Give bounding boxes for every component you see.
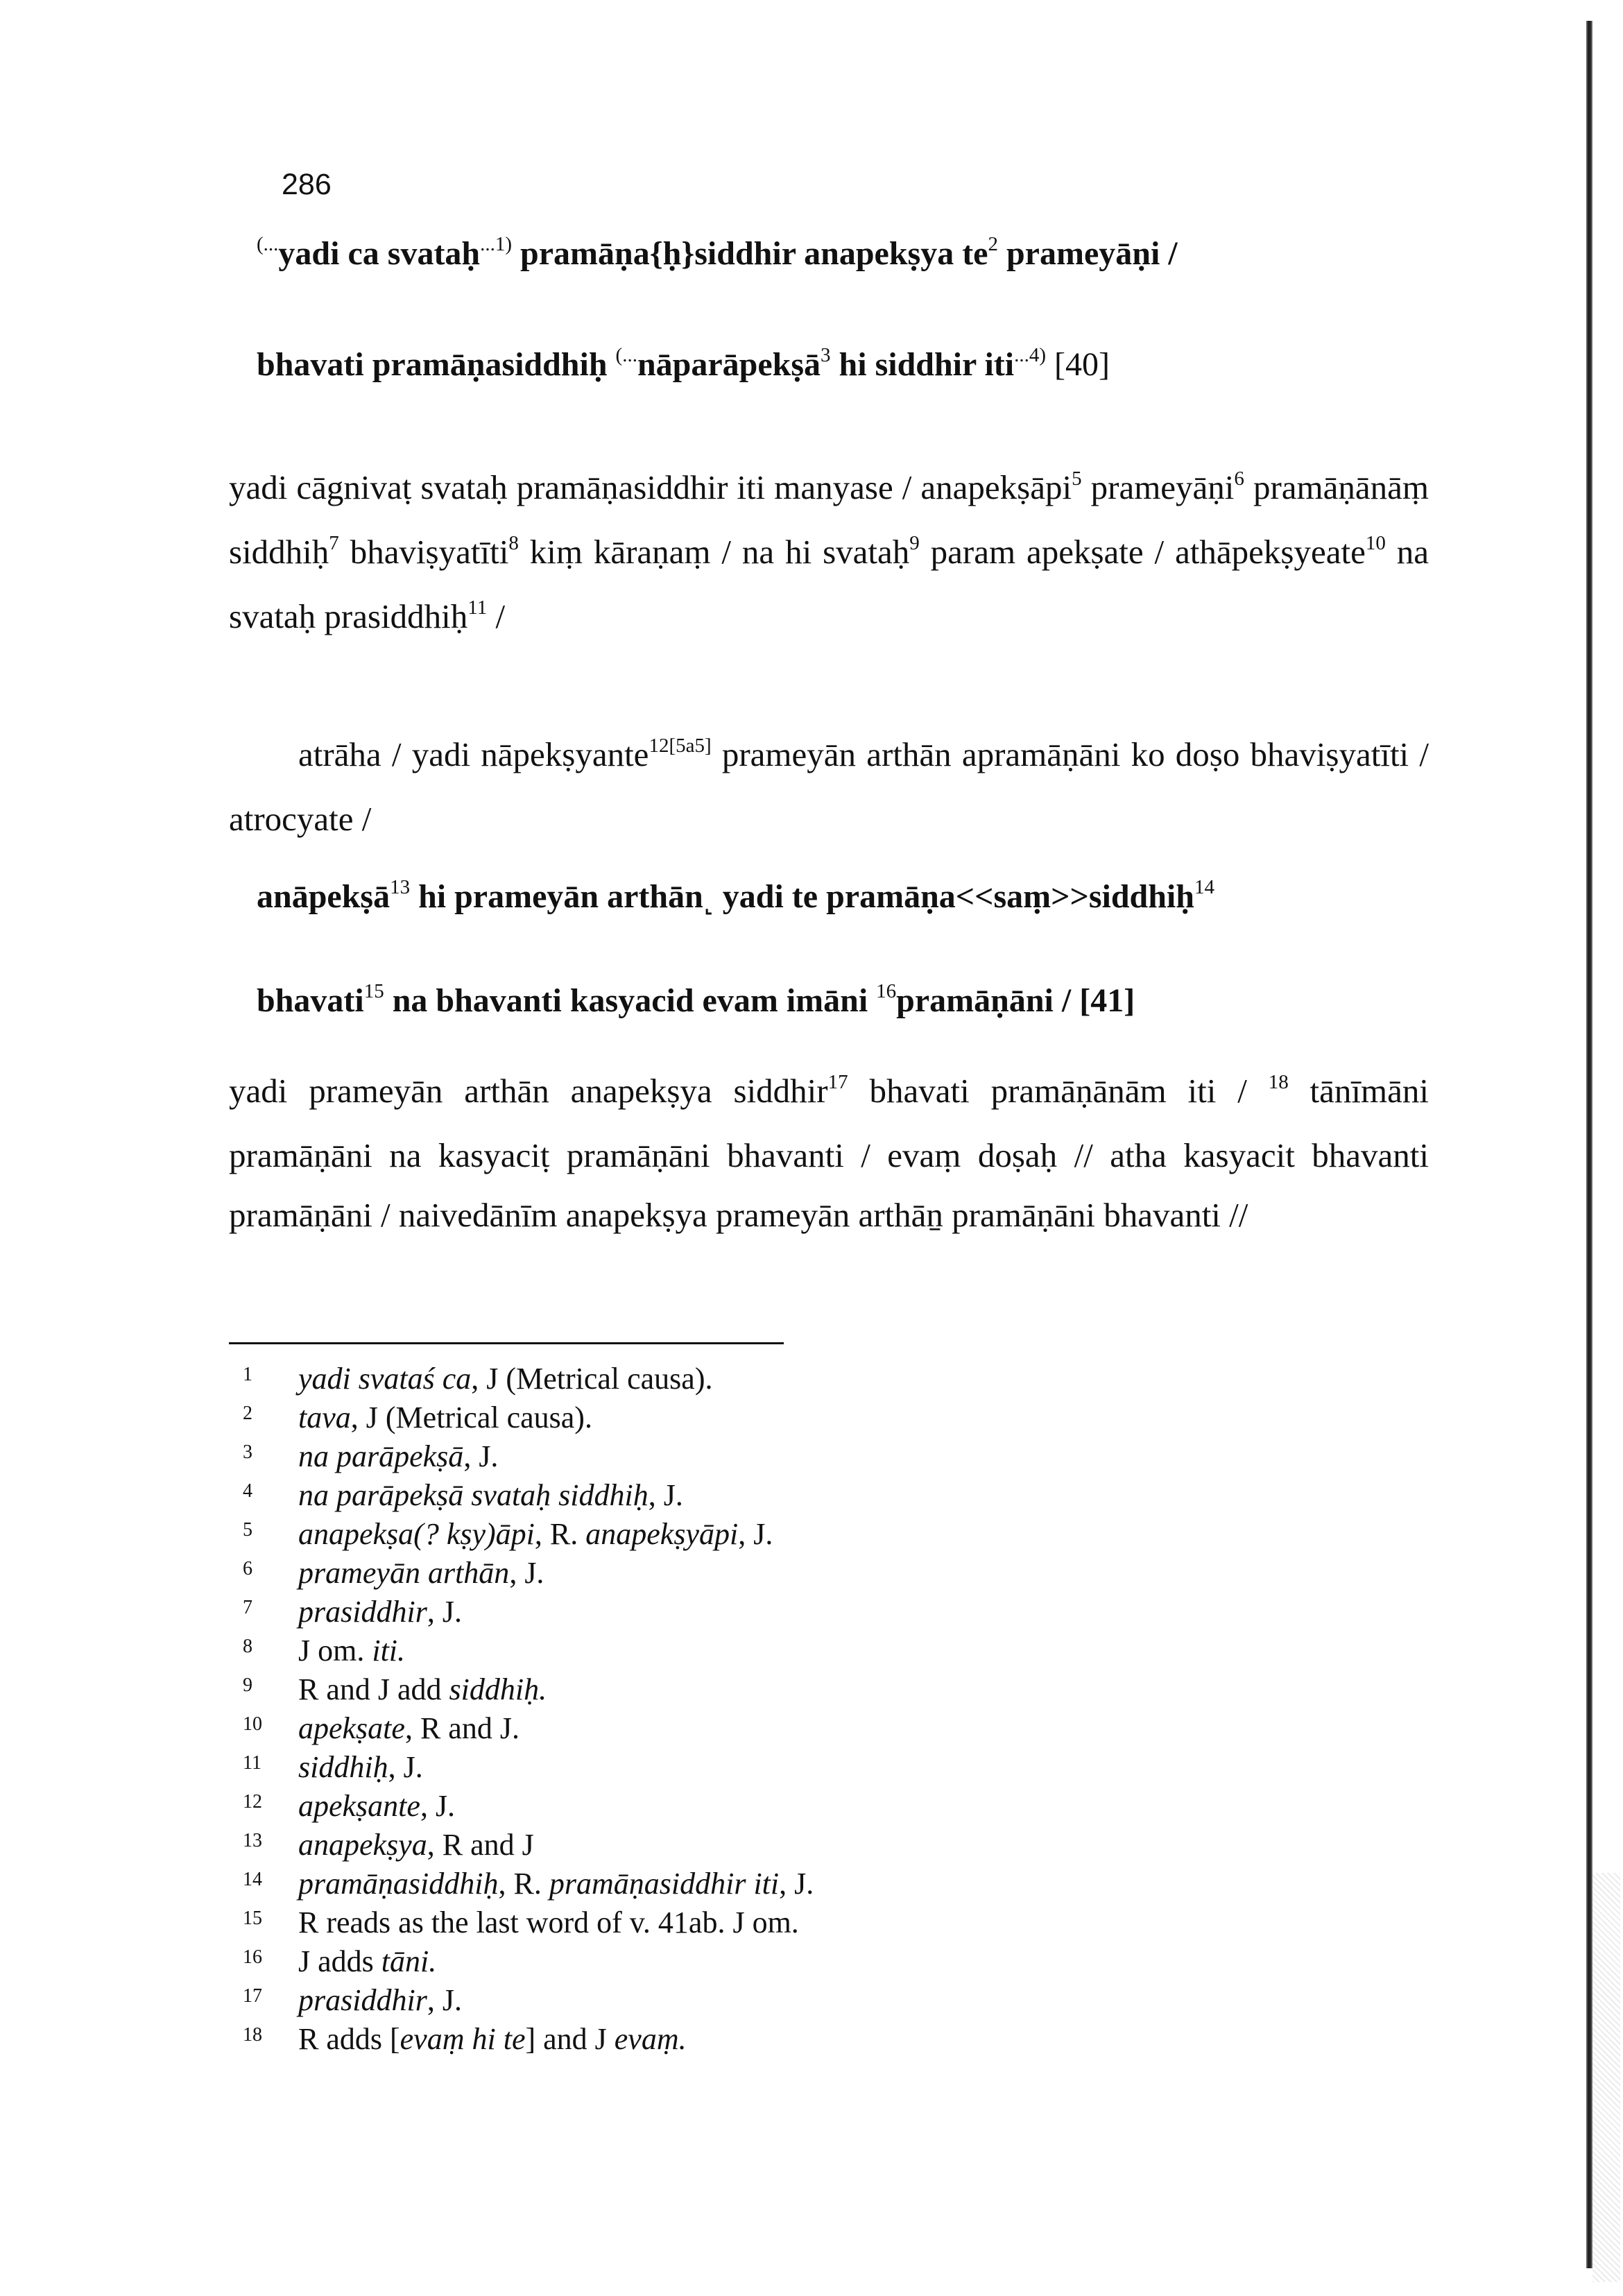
footnote-item bbox=[243, 1437, 1214, 1476]
footnote-text bbox=[298, 1398, 592, 1437]
verse-text: prameyāṇi / bbox=[997, 235, 1178, 272]
footnote-text bbox=[298, 1554, 544, 1593]
footnote-ref[interactable]: 16 bbox=[876, 980, 897, 1002]
footnote-ref[interactable]: 12 bbox=[649, 735, 669, 757]
footnote-divider bbox=[229, 1342, 784, 1344]
footnote-text bbox=[298, 1670, 547, 1709]
footnote-plain: R adds [ bbox=[298, 2022, 400, 2056]
footnote-ref[interactable]: 13 bbox=[390, 876, 411, 898]
footnote-plain: , J. bbox=[463, 1439, 499, 1473]
verse-number: [40] bbox=[1046, 346, 1110, 383]
footnote-ref[interactable]: 2 bbox=[988, 233, 998, 255]
footnote-italic: evaṃ. bbox=[614, 2022, 687, 2056]
verse-text: bhavati bbox=[257, 982, 364, 1019]
footnote-plain: , J (Metrical causa). bbox=[471, 1362, 713, 1396]
footnote-number: 8 bbox=[243, 1636, 252, 1657]
verse-40-line-1 bbox=[257, 234, 1450, 273]
footnote-item bbox=[243, 1903, 1214, 1942]
footnote-plain: , R. bbox=[534, 1517, 586, 1551]
footnote-list bbox=[243, 1360, 1214, 2059]
footnote-text bbox=[298, 2020, 687, 2059]
footnote-number: 7 bbox=[243, 1597, 252, 1618]
footnote-text bbox=[298, 1631, 405, 1670]
footnote-ref[interactable]: 3 bbox=[821, 344, 831, 366]
footnote-number: 10 bbox=[243, 1713, 262, 1735]
footnote-item bbox=[243, 1981, 1214, 2020]
footnote-text bbox=[298, 1593, 462, 1631]
footnote-number: 13 bbox=[243, 1830, 262, 1851]
footnote-item bbox=[243, 1942, 1214, 1981]
footnote-item bbox=[243, 1593, 1214, 1631]
footnote-text bbox=[298, 1748, 423, 1787]
footnote-number: 6 bbox=[243, 1558, 252, 1579]
footnote-italic: siddhiḥ. bbox=[449, 1672, 547, 1706]
footnote-plain: , J. bbox=[388, 1750, 423, 1784]
footnote-number: 1 bbox=[243, 1364, 252, 1385]
footnote-text bbox=[298, 1476, 683, 1515]
commentary-text: bhavati pramāṇānām iti / bbox=[848, 1072, 1269, 1110]
footnote-ref[interactable]: 9 bbox=[909, 532, 920, 554]
footnote-italic: anapekṣya bbox=[298, 1828, 427, 1862]
footnote-plain: , J. bbox=[648, 1478, 683, 1512]
footnote-ref[interactable]: 5 bbox=[1072, 468, 1082, 490]
ellipsis-marker: ...4) bbox=[1014, 344, 1047, 366]
footnote-plain: J adds bbox=[298, 1944, 381, 1978]
footnote-plain: , J. bbox=[779, 1867, 814, 1901]
footnote-text bbox=[298, 1360, 712, 1398]
footnote-ref[interactable]: 7 bbox=[329, 532, 339, 554]
footnote-text bbox=[298, 1787, 455, 1826]
commentary-text: kiṃ kāraṇaṃ / na hi svataḥ bbox=[518, 533, 910, 571]
ellipsis-marker: (... bbox=[257, 233, 279, 255]
footnote-item bbox=[243, 1554, 1214, 1593]
ellipsis-marker: ...1) bbox=[480, 233, 513, 255]
commentary-text: pramāṇānāṃ siddhiḥ bbox=[229, 468, 1429, 571]
footnote-number: 17 bbox=[243, 1985, 262, 2007]
footnote-plain: , R and J bbox=[427, 1828, 534, 1862]
footnote-ref[interactable]: 15 bbox=[363, 980, 384, 1002]
footnote-italic: yadi svataś ca bbox=[298, 1362, 472, 1396]
commentary-text: / bbox=[487, 597, 506, 635]
footnote-plain: , J. bbox=[427, 1595, 462, 1629]
footnote-number: 12 bbox=[243, 1791, 262, 1813]
footnote-italic: apekṣate bbox=[298, 1711, 405, 1745]
footnote-plain: , R. bbox=[498, 1867, 549, 1901]
footnote-ref[interactable]: 8 bbox=[508, 532, 519, 554]
footnote-italic: tava bbox=[298, 1400, 351, 1434]
footnote-plain: R and J add bbox=[298, 1672, 449, 1706]
footnote-italic: siddhiḥ bbox=[298, 1750, 388, 1784]
verse-text: pramāṇāni / [41] bbox=[896, 982, 1135, 1019]
footnote-number: 4 bbox=[243, 1480, 252, 1502]
footnote-item bbox=[243, 1787, 1214, 1826]
verse-text: hi siddhir iti bbox=[830, 346, 1015, 383]
footnote-number: 15 bbox=[243, 1908, 262, 1929]
footnote-text bbox=[298, 1709, 519, 1748]
footnote-plain: J om. bbox=[298, 1634, 372, 1668]
verse-40-line-2 bbox=[257, 345, 1450, 384]
footnote-item bbox=[243, 1826, 1214, 1865]
verse-text: anāpekṣā bbox=[257, 878, 390, 915]
footnote-plain: R reads as the last word of v. 41ab. J om. bbox=[298, 1905, 799, 1939]
footnote-item bbox=[243, 1476, 1214, 1515]
footnote-italic: pramāṇasiddhir iti bbox=[549, 1867, 780, 1901]
verse-text: pramāṇa{ḥ}siddhir anapekṣya te bbox=[512, 235, 988, 272]
footnote-italic: prameyān arthān bbox=[298, 1556, 510, 1590]
footnote-text bbox=[298, 1515, 773, 1554]
commentary-text: yadi prameyān arthān anapekṣya siddhir bbox=[229, 1072, 828, 1110]
commentary-text: na svataḥ prasiddhiḥ bbox=[229, 533, 1429, 635]
folio-marker: [5a5] bbox=[669, 735, 712, 757]
commentary-paragraph-3 bbox=[229, 1061, 1429, 1245]
footnote-italic: apekṣante bbox=[298, 1789, 420, 1823]
commentary-text: atrāha / yadi nāpekṣyante bbox=[298, 735, 649, 773]
footnote-item bbox=[243, 1865, 1214, 1903]
verse-41-line-2 bbox=[257, 982, 1450, 1020]
footnote-plain: , J. bbox=[427, 1983, 462, 2017]
verse-text: hi prameyān arthān˻ yadi te pramāṇa<<saṃ>>siddhiḥ bbox=[410, 878, 1194, 915]
footnote-italic: na parāpekṣā bbox=[298, 1439, 464, 1473]
footnote-text bbox=[298, 1865, 814, 1903]
footnote-text bbox=[298, 1942, 436, 1981]
footnote-ref[interactable]: 11 bbox=[467, 597, 488, 619]
footnote-ref[interactable]: 17 bbox=[827, 1071, 848, 1093]
commentary-text: prameyān arthān apramāṇāni ko doṣo bhaviṣyatīti / atrocyate / bbox=[229, 735, 1429, 838]
commentary-text: prameyāṇi bbox=[1081, 468, 1235, 506]
footnote-italic: iti. bbox=[372, 1634, 406, 1668]
footnote-number: 11 bbox=[243, 1752, 261, 1774]
footnote-number: 14 bbox=[243, 1869, 262, 1890]
footnote-text bbox=[298, 1981, 462, 2020]
footnote-number: 2 bbox=[243, 1403, 252, 1424]
verse-text: na bhavanti kasyacid evam imāni bbox=[384, 982, 877, 1019]
footnote-text bbox=[298, 1903, 799, 1942]
footnote-plain: , J. bbox=[738, 1517, 773, 1551]
ellipsis-marker: (... bbox=[615, 344, 637, 366]
verse-text: yadi ca svataḥ bbox=[278, 235, 481, 272]
footnote-ref[interactable]: 6 bbox=[1234, 468, 1244, 490]
footnote-item bbox=[243, 1709, 1214, 1748]
footnote-italic: anapekṣyāpi bbox=[585, 1517, 739, 1551]
footnote-italic: anapekṣa(? kṣy)āpi bbox=[298, 1517, 535, 1551]
footnote-ref[interactable]: 18 bbox=[1268, 1071, 1289, 1093]
footnote-italic: tāni. bbox=[381, 1944, 437, 1978]
footnote-number: 16 bbox=[243, 1946, 262, 1968]
footnote-item bbox=[243, 1515, 1214, 1554]
footnote-plain: , J. bbox=[509, 1556, 544, 1590]
footnote-number: 9 bbox=[243, 1674, 252, 1696]
footnote-item bbox=[243, 1360, 1214, 1398]
commentary-text: param apekṣate / athāpekṣyeate bbox=[919, 533, 1366, 571]
commentary-paragraph-2 bbox=[229, 725, 1429, 849]
verse-text: bhavati pramāṇasiddhiḥ bbox=[257, 346, 616, 383]
scan-noise bbox=[1592, 1873, 1620, 2282]
footnote-text bbox=[298, 1826, 534, 1865]
page-number: 286 bbox=[282, 168, 332, 201]
footnote-text bbox=[298, 1437, 498, 1476]
footnote-italic: pramāṇasiddhiḥ bbox=[298, 1867, 499, 1901]
verse-text: nāparāpekṣā bbox=[637, 346, 821, 383]
footnote-italic: na parāpekṣā svataḥ siddhiḥ bbox=[298, 1478, 649, 1512]
commentary-text: yadi cāgnivaṭ svataḥ pramāṇasiddhir iti manyase / anapekṣāpi bbox=[229, 468, 1072, 506]
footnote-number: 3 bbox=[243, 1441, 252, 1463]
footnote-number: 18 bbox=[243, 2024, 262, 2046]
footnote-plain: , R and J. bbox=[404, 1711, 519, 1745]
verse-41-line-1 bbox=[257, 877, 1450, 916]
commentary-text: tānīmāni pramāṇāni na kasyaciṭ pramāṇāni bhavanti / evaṃ doṣaḥ // atha kasyacit bhavanti pramāṇāni / naivedānīm anapekṣya prameyān arthāṉ pramāṇāni bhavanti // bbox=[229, 1072, 1429, 1234]
footnote-italic: prasiddhir bbox=[298, 1595, 427, 1629]
footnote-item bbox=[243, 1748, 1214, 1787]
footnote-item bbox=[243, 1631, 1214, 1670]
page-edge-scan-shadow bbox=[1586, 21, 1592, 2268]
footnote-number: 5 bbox=[243, 1519, 252, 1541]
footnote-item bbox=[243, 2020, 1214, 2059]
footnote-ref[interactable]: 10 bbox=[1365, 532, 1386, 554]
footnote-italic: prasiddhir bbox=[298, 1983, 427, 2017]
commentary-text: bhaviṣyatīti bbox=[338, 533, 509, 571]
footnote-plain: , J (Metrical causa). bbox=[350, 1400, 592, 1434]
footnote-plain: ] and J bbox=[525, 2022, 615, 2056]
footnote-italic: evaṃ hi te bbox=[400, 2022, 526, 2056]
commentary-paragraph-1 bbox=[229, 458, 1429, 651]
footnote-item bbox=[243, 1398, 1214, 1437]
footnote-ref[interactable]: 14 bbox=[1194, 876, 1214, 898]
footnote-item bbox=[243, 1670, 1214, 1709]
footnote-plain: , J. bbox=[420, 1789, 456, 1823]
